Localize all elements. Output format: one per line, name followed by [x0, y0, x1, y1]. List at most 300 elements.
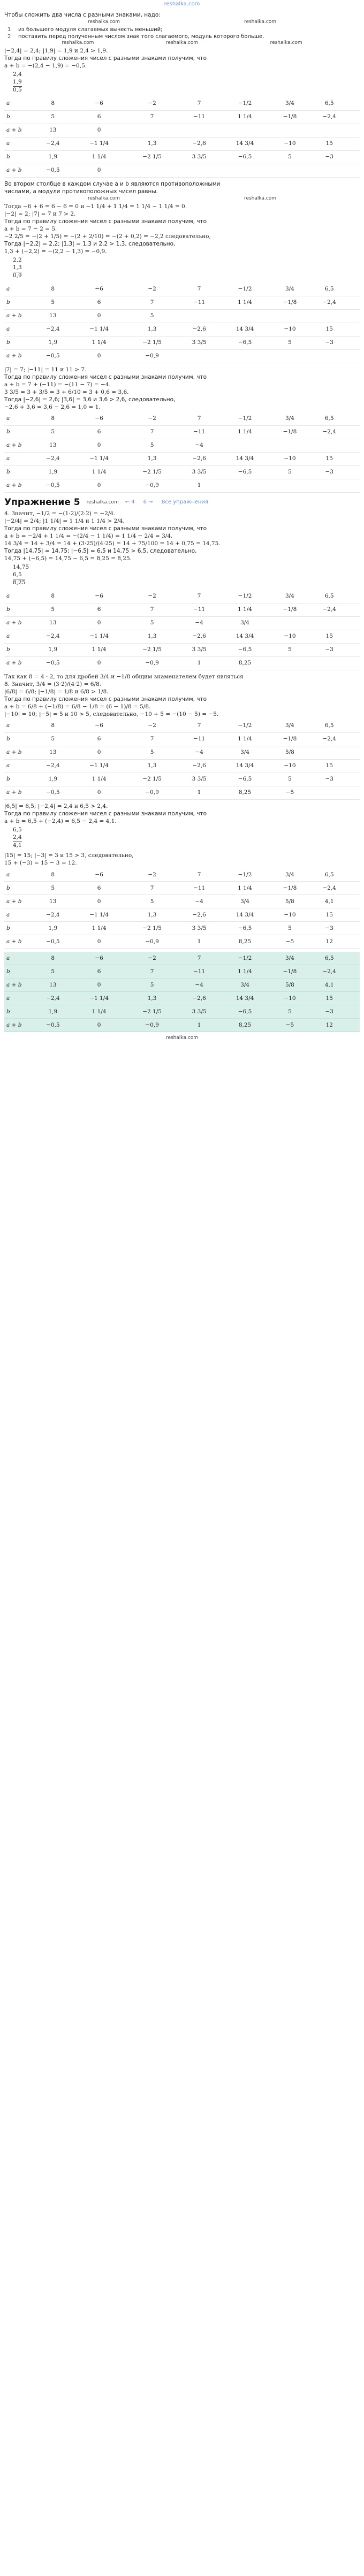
exercise-header — [4, 497, 360, 508]
table-cell: 6,5 — [309, 952, 349, 965]
table-cell: −2,4 — [33, 137, 73, 150]
equation: Тогда −6 + 6 = 6 − 6 = 0 и −1 1/4 + 1 1/4 = 1 1/4 − 1 1/4 = 0. — [4, 203, 187, 210]
rule-step-2 — [4, 34, 360, 41]
table-row — [4, 952, 360, 965]
watermark: reshalka.com — [86, 499, 119, 505]
table-cell — [349, 992, 354, 1005]
table-cell: 1 — [179, 935, 220, 949]
table-cell: −2 — [126, 283, 179, 296]
table-cell: −2 — [126, 868, 179, 882]
table-cell: 0 — [73, 895, 126, 908]
stack-line: 1,9 — [13, 79, 22, 85]
table-cell: −11 — [179, 296, 220, 309]
equation: |6,5| = 6,5; |−2,4| = 2,4 и 6,5 > 2,4. — [4, 802, 108, 809]
table-cell: −1/2 — [220, 283, 270, 296]
table-cell — [354, 439, 360, 452]
table-cell: 1 1/4 — [73, 922, 126, 935]
all-exercises-link[interactable]: Все упражнения — [161, 499, 208, 505]
table-cell: 7 — [179, 412, 220, 426]
stack-line: 4,1 — [13, 842, 22, 849]
table-cell — [270, 349, 309, 363]
table-cell: 14 3/4 — [220, 323, 270, 336]
table-cell: −2 1/5 — [126, 643, 179, 656]
table-cell — [309, 656, 349, 670]
table-cell: 15 — [309, 908, 349, 922]
table-cell: −6 — [73, 590, 126, 603]
table-cell — [349, 720, 354, 733]
table-cell — [354, 965, 360, 979]
table-cell — [349, 746, 354, 759]
table-cell — [354, 412, 360, 426]
stack-line: 2,4 — [13, 71, 22, 78]
table-row — [4, 656, 360, 670]
table-cell: 5 — [126, 895, 179, 908]
stack-line: 8,25 — [13, 579, 26, 586]
table-cell — [354, 992, 360, 1005]
table-cell: −1/8 — [270, 425, 309, 439]
table-cell: 7 — [179, 720, 220, 733]
table-row — [4, 137, 360, 150]
table-cell — [349, 882, 354, 895]
table-cell — [270, 309, 309, 323]
table-cell: −1/8 — [270, 603, 309, 616]
equation: −2,6 + 3,6 = 3,6 − 2,6 = 1,0 = 1. — [4, 403, 101, 410]
table-cell — [349, 465, 354, 479]
table-cell: −1/2 — [220, 590, 270, 603]
table-cell: 6,5 — [309, 868, 349, 882]
row-header: b — [4, 110, 33, 124]
table-cell: 6,5 — [309, 283, 349, 296]
table-cell: −2,6 — [179, 630, 220, 643]
table-cell: −5 — [270, 935, 309, 949]
row-header: b — [4, 150, 33, 164]
table-cell: 13 — [33, 439, 73, 452]
solution-page — [0, 12, 364, 1043]
table-cell: −3 — [309, 922, 349, 935]
watermark: reshalka.com — [87, 19, 120, 25]
row-header: b — [4, 922, 33, 935]
table-row — [4, 124, 360, 137]
table-row — [4, 150, 360, 164]
table-cell: 0 — [73, 656, 126, 670]
table-cell: 3 3/5 — [179, 922, 220, 935]
table-cell: −0,9 — [126, 786, 179, 799]
table-cell: 8 — [33, 283, 73, 296]
table-cell — [126, 164, 179, 177]
table-cell — [349, 283, 354, 296]
stack-line: 0,9 — [13, 272, 22, 279]
row-header: a — [4, 590, 33, 603]
values-table — [4, 868, 360, 949]
table-cell: 1,3 — [126, 452, 179, 465]
row-header: b — [4, 603, 33, 616]
paragraph: Тогда по правилу сложения чисел с разными знаками получим, что — [4, 55, 207, 62]
equation: 14 3/4 = 14 + 3/4 = 14 + (3·25)/(4·25) = 14 + 75/100 = 14 + 0,75 = 14,75. — [4, 540, 221, 547]
table-cell: 0 — [73, 349, 126, 363]
table-cell: 3/4 — [270, 720, 309, 733]
equation: 14,75 + (−6,5) = 14,75 − 6,5 = 8,25 = 8,25. — [4, 555, 132, 562]
table-cell: 6 — [73, 732, 126, 746]
table-cell: 5/8 — [270, 746, 309, 759]
table-cell — [220, 164, 270, 177]
prev-exercise-link[interactable]: ← 4 — [125, 499, 135, 505]
values-table — [4, 412, 360, 493]
table-cell — [309, 124, 349, 137]
equation: |−2/4| = 2/4; |1 1/4| = 1 1/4 и 1 1/4 > 2/4. — [4, 517, 125, 524]
watermark-row — [4, 40, 360, 48]
table-row — [4, 1005, 360, 1019]
watermark-row — [4, 196, 360, 203]
table-row — [4, 590, 360, 603]
row-header: b — [4, 965, 33, 979]
table-cell: −0,5 — [33, 479, 73, 492]
table-cell — [354, 922, 360, 935]
table-row — [4, 643, 360, 656]
table-cell: 8 — [33, 868, 73, 882]
table-cell — [354, 643, 360, 656]
table-cell: −11 — [179, 603, 220, 616]
table-cell — [354, 979, 360, 992]
table-cell — [220, 479, 270, 492]
table-cell: −3 — [309, 773, 349, 786]
table-row — [4, 965, 360, 979]
table-cell: 5/8 — [270, 979, 309, 992]
table-cell: −4 — [179, 979, 220, 992]
table-cell: −1 1/4 — [73, 452, 126, 465]
table-cell: 1 — [179, 1019, 220, 1032]
table-cell: −6,5 — [220, 336, 270, 349]
row-header: a + b — [4, 746, 33, 759]
table-row — [4, 349, 360, 363]
equation: |−2,4| = 2,4; |1,9| = 1,9 и 2,4 > 1,9. — [4, 48, 108, 54]
table-cell: 5 — [270, 465, 309, 479]
watermark: reshalka.com — [244, 19, 277, 25]
table-cell — [354, 882, 360, 895]
table-cell: −0,5 — [33, 786, 73, 799]
table-cell — [349, 979, 354, 992]
watermark: reshalka.com — [270, 40, 302, 45]
table-row — [4, 908, 360, 922]
table-cell: −2,4 — [33, 759, 73, 773]
table-cell — [349, 603, 354, 616]
row-header: a + b — [4, 616, 33, 630]
table-cell: −4 — [179, 616, 220, 630]
table-cell: 3 3/5 — [179, 643, 220, 656]
table-cell: 1 1/4 — [220, 110, 270, 124]
table-cell: 0 — [73, 124, 126, 137]
table-cell — [349, 110, 354, 124]
table-cell — [349, 616, 354, 630]
table-cell: 8,25 — [220, 786, 270, 799]
table-cell: −2,6 — [179, 323, 220, 336]
paragraph: Тогда по правилу сложения чисел с разными знаками получим, что — [4, 810, 207, 817]
table-cell: −1/2 — [220, 97, 270, 111]
site-header: reshalka.com — [164, 1, 200, 7]
table-cell — [354, 97, 360, 111]
table-cell — [354, 479, 360, 492]
table-cell: 1,3 — [126, 323, 179, 336]
table-row — [4, 773, 360, 786]
table-cell: 3 3/5 — [179, 336, 220, 349]
table-cell — [349, 323, 354, 336]
table-cell — [349, 425, 354, 439]
table-cell — [309, 349, 349, 363]
table-cell — [354, 465, 360, 479]
table-cell: −2,4 — [309, 425, 349, 439]
table-cell: 14 3/4 — [220, 759, 270, 773]
table-cell: 6 — [73, 965, 126, 979]
table-cell — [349, 309, 354, 323]
table-row — [4, 630, 360, 643]
table-row — [4, 895, 360, 908]
table-cell: −6 — [73, 412, 126, 426]
table-cell: 1 1/4 — [220, 732, 270, 746]
table-cell: −2 1/5 — [126, 465, 179, 479]
table-cell: 6,5 — [309, 412, 349, 426]
table-row — [4, 479, 360, 492]
table-cell: 5 — [33, 296, 73, 309]
table-cell: −11 — [179, 110, 220, 124]
row-header: b — [4, 882, 33, 895]
table-cell — [354, 935, 360, 949]
table-cell: −2,4 — [309, 882, 349, 895]
table-cell: −2,6 — [179, 908, 220, 922]
table-cell: −10 — [270, 452, 309, 465]
table-row — [4, 922, 360, 935]
table-cell: 1 1/4 — [220, 882, 270, 895]
table-cell: 13 — [33, 309, 73, 323]
table-cell: 7 — [179, 952, 220, 965]
table-cell — [309, 164, 349, 177]
table-cell: 13 — [33, 895, 73, 908]
table-cell: −2,4 — [309, 603, 349, 616]
table-cell: 7 — [179, 590, 220, 603]
table-cell — [179, 164, 220, 177]
table-cell: −1 1/4 — [73, 137, 126, 150]
table-cell: −1 1/4 — [73, 323, 126, 336]
table-cell: 5 — [126, 746, 179, 759]
table-cell: 7 — [126, 965, 179, 979]
table-cell: 7 — [126, 425, 179, 439]
table-cell: 3 3/5 — [179, 1005, 220, 1019]
watermark: reshalka.com — [244, 195, 277, 201]
table-row — [4, 1019, 360, 1032]
table-cell: 5 — [33, 110, 73, 124]
table-cell — [349, 150, 354, 164]
table-cell: −6,5 — [220, 465, 270, 479]
values-table — [4, 590, 360, 670]
next-exercise-link[interactable]: 6 → — [143, 499, 153, 505]
table-cell: −2,6 — [179, 452, 220, 465]
table-cell: 5 — [33, 732, 73, 746]
table-cell: 7 — [126, 882, 179, 895]
table-cell: −4 — [179, 746, 220, 759]
table-cell: −1/8 — [270, 110, 309, 124]
table-cell: −6,5 — [220, 1005, 270, 1019]
row-header: a + b — [4, 786, 33, 799]
table-cell: 5 — [126, 309, 179, 323]
table-cell: 5 — [33, 425, 73, 439]
table-cell: 7 — [126, 110, 179, 124]
equation: a + b = −2/4 + 1 1/4 = −(2/4 − 1 1/4) = 1 1/4 − 2/4 = 3/4. — [4, 532, 173, 539]
table-cell: 1,3 — [126, 137, 179, 150]
table-cell: −1 1/4 — [73, 992, 126, 1005]
table-cell — [349, 643, 354, 656]
table-cell — [349, 412, 354, 426]
table-cell — [309, 479, 349, 492]
values-table — [4, 97, 360, 178]
table-cell: 1,9 — [33, 465, 73, 479]
equation: |−10| = 10; |−5| = 5 и 10 > 5, следовательно, −10 + 5 = −(10 − 5) = −5. — [4, 710, 219, 717]
table-cell: 6,5 — [309, 720, 349, 733]
table-cell — [349, 1019, 354, 1032]
table-row — [4, 336, 360, 349]
table-cell: 14 3/4 — [220, 908, 270, 922]
table-cell: −10 — [270, 992, 309, 1005]
table-cell: −0,5 — [33, 349, 73, 363]
table-cell — [309, 309, 349, 323]
table-cell: −1/2 — [220, 868, 270, 882]
table-cell: −1/8 — [270, 732, 309, 746]
step-number: 1 — [7, 27, 11, 33]
table-row — [4, 309, 360, 323]
watermark: reshalka.com — [165, 40, 199, 45]
table-cell — [270, 124, 309, 137]
table-cell — [354, 895, 360, 908]
table-cell: 5 — [270, 1005, 309, 1019]
table-cell — [354, 868, 360, 882]
paragraph: Тогда |−2,2| = 2,2; |1,3| = 1,3 и 2,2 > 1,3, следовательно, — [4, 240, 176, 247]
column-subtraction — [4, 827, 360, 852]
table-cell: 5 — [270, 773, 309, 786]
row-header: a — [4, 452, 33, 465]
row-header: a — [4, 412, 33, 426]
table-cell — [354, 164, 360, 177]
stack-line: 1,3 — [13, 264, 22, 271]
table-cell: −1 1/4 — [73, 908, 126, 922]
table-cell: −2,4 — [33, 630, 73, 643]
table-cell: 1 — [179, 786, 220, 799]
paragraph: Тогда |14,75| = 14,75; |−6,5| = 6,5 и 14,75 > 6,5, следовательно, — [4, 547, 197, 554]
table-cell — [349, 786, 354, 799]
table-cell: 0 — [73, 1019, 126, 1032]
table-cell: −10 — [270, 323, 309, 336]
table-cell — [354, 908, 360, 922]
table-cell: 8 — [33, 97, 73, 111]
table-row — [4, 616, 360, 630]
table-cell: −6 — [73, 720, 126, 733]
table-cell — [220, 349, 270, 363]
row-header: a + b — [4, 479, 33, 492]
exercise-title: Упражнение 5 — [4, 496, 80, 508]
table-cell: −1 1/4 — [73, 759, 126, 773]
table-cell — [349, 952, 354, 965]
table-cell: −10 — [270, 759, 309, 773]
rule-step-1 — [4, 27, 360, 34]
table-cell: 1,9 — [33, 1005, 73, 1019]
table-cell — [349, 732, 354, 746]
table-cell: 1 1/4 — [220, 296, 270, 309]
table-cell: −11 — [179, 965, 220, 979]
row-header: b — [4, 465, 33, 479]
table-cell: −2 1/5 — [126, 336, 179, 349]
table-cell — [126, 124, 179, 137]
paragraph: Тогда |−2,6| = 2,6; |3,6| = 3,6 и 3,6 > 2,6, следовательно, — [4, 396, 176, 403]
table-row — [4, 439, 360, 452]
table-cell — [349, 296, 354, 309]
table-row — [4, 412, 360, 426]
table-cell: 1 1/4 — [73, 150, 126, 164]
table-cell: 0 — [73, 979, 126, 992]
table-cell — [349, 97, 354, 111]
table-cell: 1 1/4 — [220, 603, 270, 616]
table-cell — [349, 137, 354, 150]
table-cell: 3/4 — [220, 616, 270, 630]
table-cell: 0 — [73, 479, 126, 492]
table-cell: 13 — [33, 124, 73, 137]
row-header: a — [4, 97, 33, 111]
table-cell: 8 — [33, 952, 73, 965]
table-cell: 8,25 — [220, 1019, 270, 1032]
table-cell — [354, 590, 360, 603]
table-cell — [354, 349, 360, 363]
table-cell: −5 — [270, 1019, 309, 1032]
table-cell: 14 3/4 — [220, 137, 270, 150]
table-cell: −1/8 — [270, 965, 309, 979]
row-header: a — [4, 759, 33, 773]
table-cell: −6,5 — [220, 643, 270, 656]
table-cell: 8 — [33, 412, 73, 426]
equation: 4. Значит, −1/2 = −(1·2)/(2·2) = −2/4. — [4, 510, 116, 517]
table-cell: 6,5 — [309, 590, 349, 603]
table-cell: −2,4 — [33, 908, 73, 922]
table-cell: −2,6 — [179, 137, 220, 150]
table-cell — [349, 759, 354, 773]
values-table — [4, 720, 360, 800]
table-cell: 5 — [126, 616, 179, 630]
stack-line: 6,5 — [13, 571, 22, 578]
table-cell — [354, 720, 360, 733]
table-row — [4, 746, 360, 759]
table-cell: 1,9 — [33, 150, 73, 164]
table-cell — [270, 439, 309, 452]
table-cell: −4 — [179, 439, 220, 452]
table-cell: −2 1/5 — [126, 773, 179, 786]
table-cell: 15 — [309, 452, 349, 465]
table-cell: −2 1/5 — [126, 1005, 179, 1019]
table-cell: −10 — [270, 137, 309, 150]
table-cell: 3/4 — [220, 979, 270, 992]
table-row — [4, 425, 360, 439]
table-cell: 1 1/4 — [73, 465, 126, 479]
equation: a + b = −(2,4 − 1,9) = −0,5. — [4, 63, 87, 69]
exercise-pager — [125, 499, 208, 506]
row-header: a + b — [4, 309, 33, 323]
paragraph: Тогда по правилу сложения чисел с разными знаками получим, что — [4, 373, 207, 380]
table-cell: 3/4 — [270, 97, 309, 111]
table-cell: 7 — [126, 732, 179, 746]
table-cell: −1 1/4 — [73, 630, 126, 643]
table-cell — [354, 952, 360, 965]
table-cell: −3 — [309, 465, 349, 479]
table-cell: −2 — [126, 97, 179, 111]
table-cell: 1 — [179, 479, 220, 492]
table-cell: 1 1/4 — [73, 336, 126, 349]
table-cell: 1 1/4 — [73, 1005, 126, 1019]
table-cell: −0,9 — [126, 349, 179, 363]
equation: Так как 8 = 4 · 2, то для дробей 3/4 и −1/8 общим знаменателем будет являться — [4, 673, 244, 680]
table-cell — [354, 425, 360, 439]
